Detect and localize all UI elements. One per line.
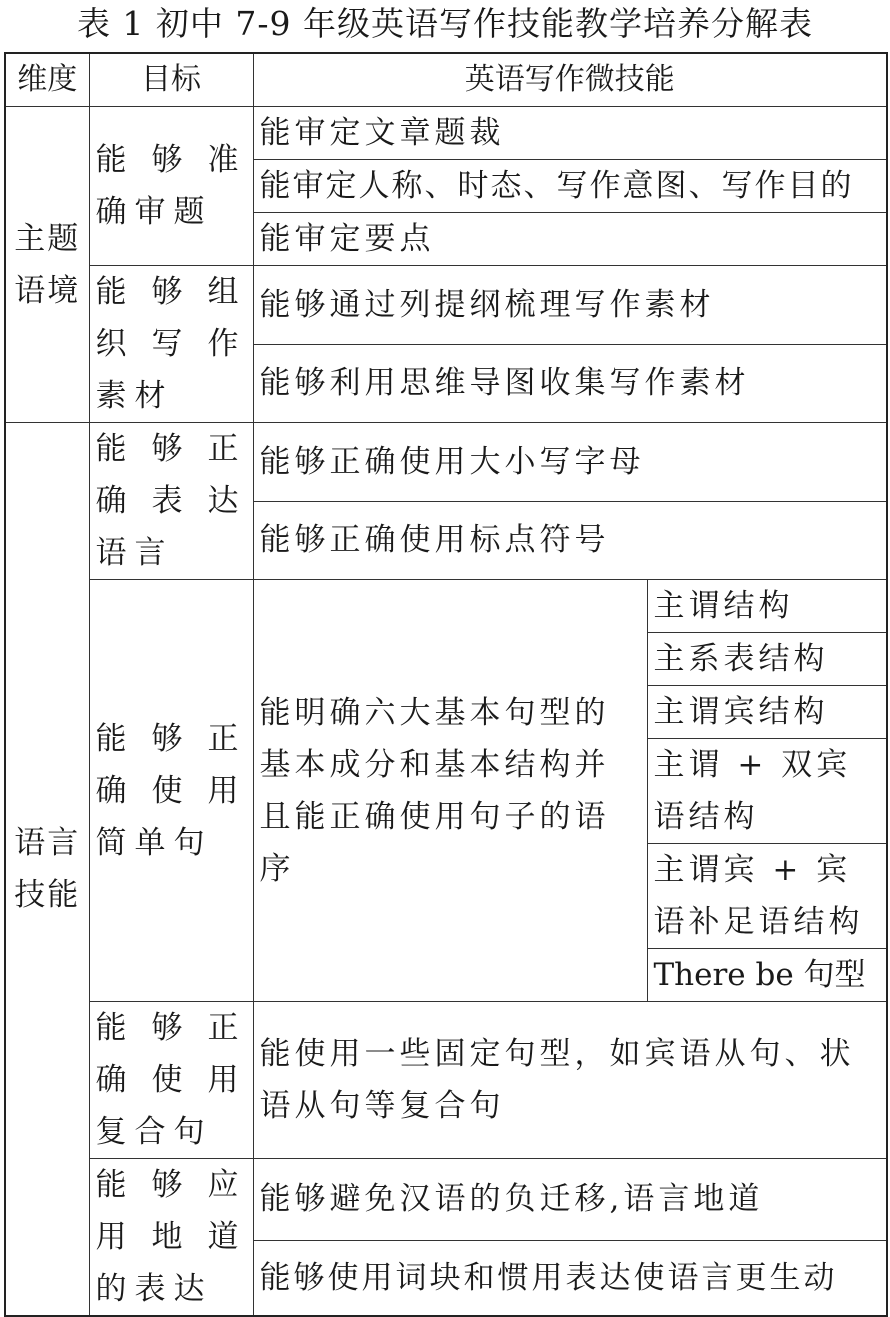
skill-capital-letters: 能够正确使用大小写字母 bbox=[253, 423, 887, 502]
table-header-row bbox=[5, 53, 887, 107]
skill-six-patterns: 能明确六大基本句型的基本成分和基本结构并且能正确使用句子的语序 bbox=[253, 580, 647, 1002]
skill-review-points: 能审定要点 bbox=[253, 213, 887, 266]
skill-complex-patterns: 能使用一些固定句型，如宾语从句、状语从句等复合句 bbox=[253, 1002, 887, 1159]
goal-authentic-expression: 能够应用地道的表达 bbox=[89, 1159, 253, 1317]
goal-complex-sentence: 能够正确使用复合句 bbox=[89, 1002, 253, 1159]
structure-item: 主谓 + 双宾语结构 bbox=[647, 739, 887, 844]
table-row bbox=[5, 423, 887, 502]
goal-simple-sentence: 能够正确使用简单句 bbox=[89, 580, 253, 1002]
skill-mind-map: 能够利用思维导图收集写作素材 bbox=[253, 344, 887, 423]
table-row bbox=[5, 266, 887, 345]
skill-punctuation: 能够正确使用标点符号 bbox=[253, 501, 887, 580]
header-skills: 英语写作微技能 bbox=[253, 53, 887, 107]
goal-review-topic: 能够准确审题 bbox=[89, 107, 253, 266]
table-row bbox=[5, 1159, 887, 1241]
header-goal: 目标 bbox=[89, 53, 253, 107]
skill-review-person: 能审定人称、时态、写作意图、写作目的 bbox=[253, 160, 887, 213]
structure-item: 主谓结构 bbox=[647, 580, 887, 633]
goal-express-language: 能够正确表达语言 bbox=[89, 423, 253, 580]
table-row bbox=[5, 1002, 887, 1159]
writing-skills-table bbox=[4, 52, 888, 1317]
table-row bbox=[5, 107, 887, 160]
skill-review-genre: 能审定文章题裁 bbox=[253, 107, 887, 160]
goal-organize-material: 能够组织写作素材 bbox=[89, 266, 253, 423]
dimension-language-skills: 语言技能 bbox=[5, 423, 89, 1317]
structure-item: 主系表结构 bbox=[647, 633, 887, 686]
structure-item: 主谓宾 + 宾语补足语结构 bbox=[647, 844, 887, 949]
structure-item: 主谓宾结构 bbox=[647, 686, 887, 739]
structure-item: There be 句型 bbox=[647, 949, 887, 1002]
dimension-theme-context: 主题语境 bbox=[5, 107, 89, 423]
skill-chunks: 能够使用词块和惯用表达使语言更生动 bbox=[253, 1240, 887, 1316]
skill-avoid-transfer: 能够避免汉语的负迁移,语言地道 bbox=[253, 1159, 887, 1241]
header-dimension: 维度 bbox=[5, 53, 89, 107]
skill-outline: 能够通过列提纲梳理写作素材 bbox=[253, 266, 887, 345]
table-caption: 表 1 初中 7-9 年级英语写作技能教学培养分解表 bbox=[76, 4, 814, 43]
table-row bbox=[5, 580, 887, 633]
